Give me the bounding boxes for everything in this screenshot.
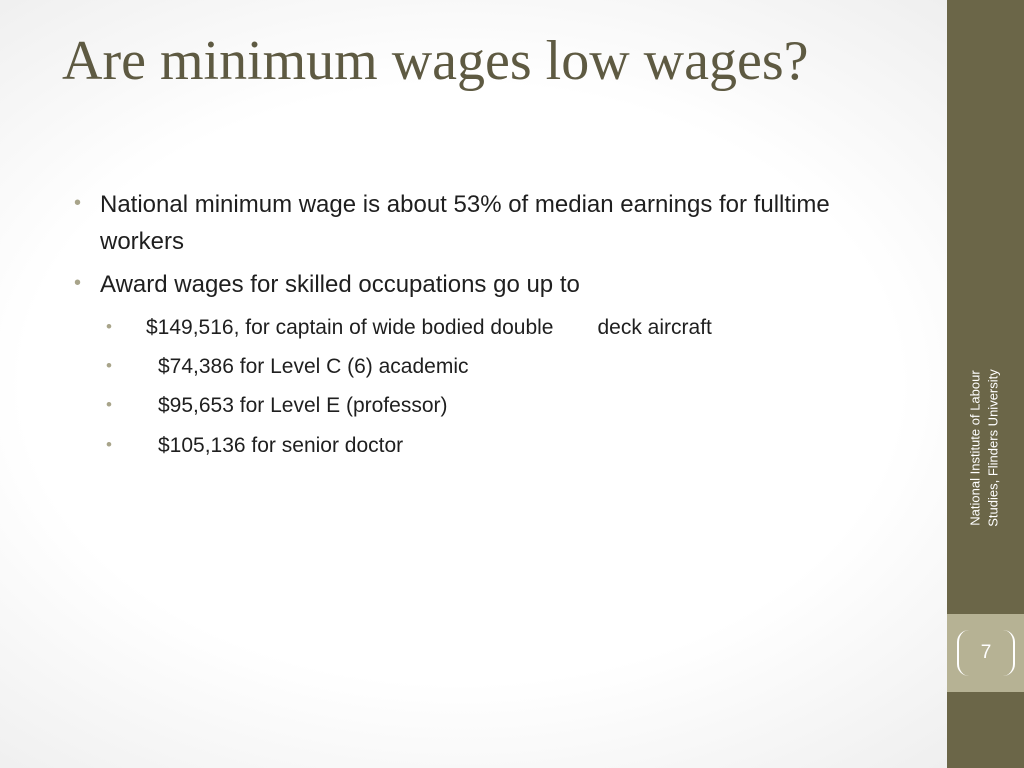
bullet-text: National minimum wage is about 53% of median earnings for fulltime workers bbox=[100, 191, 830, 256]
bullet-text: Award wages for skilled occupations go up to bbox=[100, 271, 580, 299]
sub-bullet-item bbox=[74, 431, 914, 461]
sub-bullet-icon: • bbox=[106, 395, 112, 415]
bullet-icon: • bbox=[74, 192, 82, 214]
sub-bullet-icon: • bbox=[106, 434, 112, 454]
sub-bullet-item bbox=[74, 352, 914, 382]
slide-title: Are minimum wages low wages? bbox=[62, 30, 809, 92]
sub-bullet-text-tail: deck aircraft bbox=[597, 315, 712, 339]
bullet-item bbox=[74, 186, 914, 260]
sub-bullet-icon: • bbox=[106, 316, 112, 336]
sub-bullet-text: $95,653 for Level E (professor) bbox=[158, 394, 448, 418]
sidebar-footer-text: National Institute of Labour Studies, Flinders University bbox=[967, 369, 1000, 527]
bullet-icon: • bbox=[74, 272, 82, 295]
sub-bullet-text: $74,386 for Level C (6) academic bbox=[158, 355, 469, 378]
sub-bullet-item bbox=[74, 313, 914, 343]
slide-content bbox=[74, 186, 914, 461]
sub-bullet-item bbox=[74, 391, 914, 421]
sub-bullet-text: $105,136 for senior doctor bbox=[158, 433, 404, 457]
sub-bullet-text: $149,516, for captain of wide bodied double bbox=[146, 315, 554, 339]
page-number: 7 bbox=[980, 642, 992, 663]
bullet-item bbox=[74, 266, 914, 303]
sub-bullet-icon: • bbox=[106, 356, 112, 375]
